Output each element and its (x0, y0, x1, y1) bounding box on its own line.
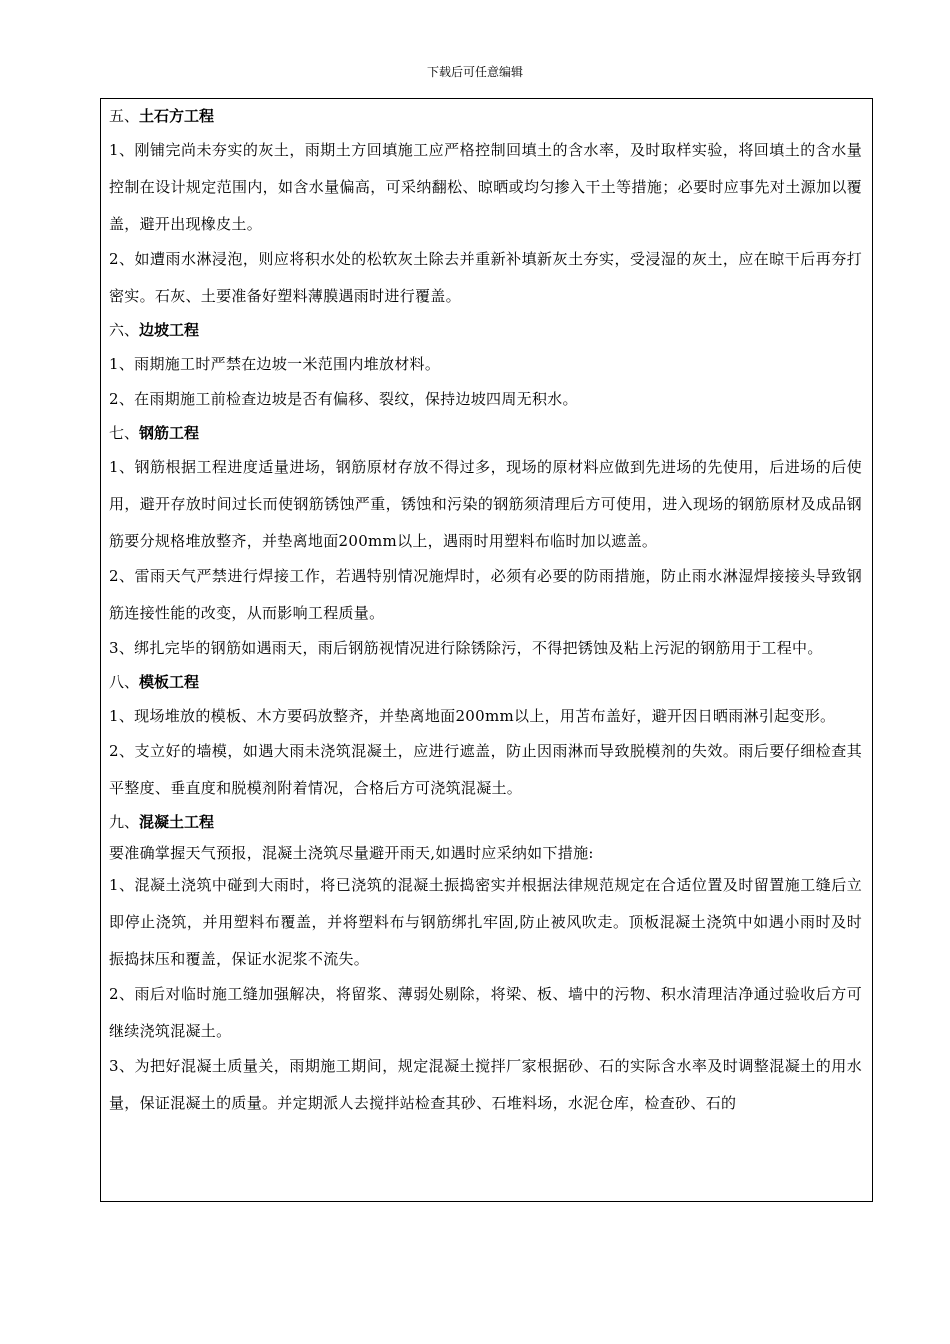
section-heading (109, 807, 862, 838)
section-earthwork (109, 101, 862, 315)
paragraph: 3、为把好混凝土质量关，雨期施工期间，规定混凝土搅拌厂家根据砂、石的实际含水率及时调整混凝土的用水量，保证混凝土的质量。并定期派人去搅拌站检查其砂、石堆料场，水泥仓库，检查砂、石的 (109, 1057, 862, 1112)
section-title: 土石方工程 (139, 107, 215, 125)
paragraph: 2、支立好的墙模，如遇大雨未浇筑混凝土，应进行遮盖，防止因雨淋而导致脱模剂的失效。雨后要仔细检查其平整度、垂直度和脱模剂附着情况，合格后方可浇筑混凝土。 (109, 742, 862, 797)
paragraph: 2、在雨期施工前检查边坡是否有偏移、裂纹，保持边坡四周无积水。 (109, 390, 578, 408)
section-heading (109, 315, 862, 346)
section-title: 模板工程 (139, 673, 200, 691)
document-table-cell (100, 98, 873, 1202)
paragraph: 1、雨期施工时严禁在边坡一米范围内堆放材料。 (109, 355, 441, 373)
section-number: 六、 (109, 321, 140, 339)
section-title: 边坡工程 (139, 321, 200, 339)
paragraph: 1、现场堆放的模板、木方要码放整齐，并垫离地面200mm以上，用苫布盖好，避开因日晒雨淋引起变形。 (109, 707, 836, 725)
paragraph: 2、如遭雨水淋浸泡，则应将积水处的松软灰土除去并重新补填新灰土夯实，受浸湿的灰土，应在晾干后再夯打密实。石灰、土要准备好塑料薄膜遇雨时进行覆盖。 (109, 250, 862, 305)
section-heading (109, 667, 862, 698)
section-number: 九、 (109, 813, 140, 831)
section-number: 五、 (109, 107, 140, 125)
section-concrete (109, 807, 862, 1122)
section-slope (109, 315, 862, 418)
section-number: 七、 (109, 424, 140, 442)
page-header-note: 下载后可任意编辑 (426, 65, 523, 79)
paragraph: 3、绑扎完毕的钢筋如遇雨天，雨后钢筋视情况进行除锈除污，不得把锈蚀及粘上污泥的钢筋用于工程中。 (109, 639, 823, 657)
section-heading (109, 101, 862, 132)
paragraph: 1、刚铺完尚未夯实的灰土，雨期土方回填施工应严格控制回填土的含水率，及时取样实验，将回填土的含水量控制在设计规定范围内，如含水量偏高，可采纳翻松、晾晒或均匀掺入干土等措施；必要时应事先对土源加以覆盖，避开出现橡皮土。 (109, 141, 862, 233)
paragraph: 要准确掌握天气预报，混凝土浇筑尽量避开雨天,如遇时应采纳如下措施: (109, 844, 594, 862)
paragraph: 1、钢筋根据工程进度适量进场，钢筋原材存放不得过多，现场的原材料应做到先进场的先使用，后进场的后使用，避开存放时间过长而使钢筋锈蚀严重，锈蚀和污染的钢筋须清理后方可使用，进入现场的钢筋原材及成品钢筋要分规格堆放整齐，并垫离地面200mm以上，遇雨时用塑料布临时加以遮盖。 (109, 458, 862, 550)
section-title: 混凝土工程 (139, 813, 215, 831)
section-rebar (109, 418, 862, 667)
paragraph: 2、雨后对临时施工缝加强解决，将留浆、薄弱处剔除，将梁、板、墙中的污物、积水清理洁净通过验收后方可继续浇筑混凝土。 (109, 985, 862, 1040)
section-title: 钢筋工程 (139, 424, 200, 442)
paragraph: 2、雷雨天气严禁进行焊接工作，若遇特别情况施焊时，必须有必要的防雨措施，防止雨水淋湿焊接接头导致钢筋连接性能的改变，从而影响工程质量。 (109, 567, 862, 622)
section-formwork (109, 667, 862, 807)
document-body (101, 99, 872, 1122)
section-number: 八、 (109, 673, 140, 691)
section-heading (109, 418, 862, 449)
paragraph: 1、混凝土浇筑中碰到大雨时，将已浇筑的混凝土振捣密实并根据法律规范规定在合适位置及时留置施工缝后立即停止浇筑，并用塑料布覆盖，并将塑料布与钢筋绑扎牢固,防止被风吹走。顶板混凝土浇筑中如遇小雨时及时振捣抹压和覆盖，保证水泥浆不流失。 (109, 876, 862, 968)
